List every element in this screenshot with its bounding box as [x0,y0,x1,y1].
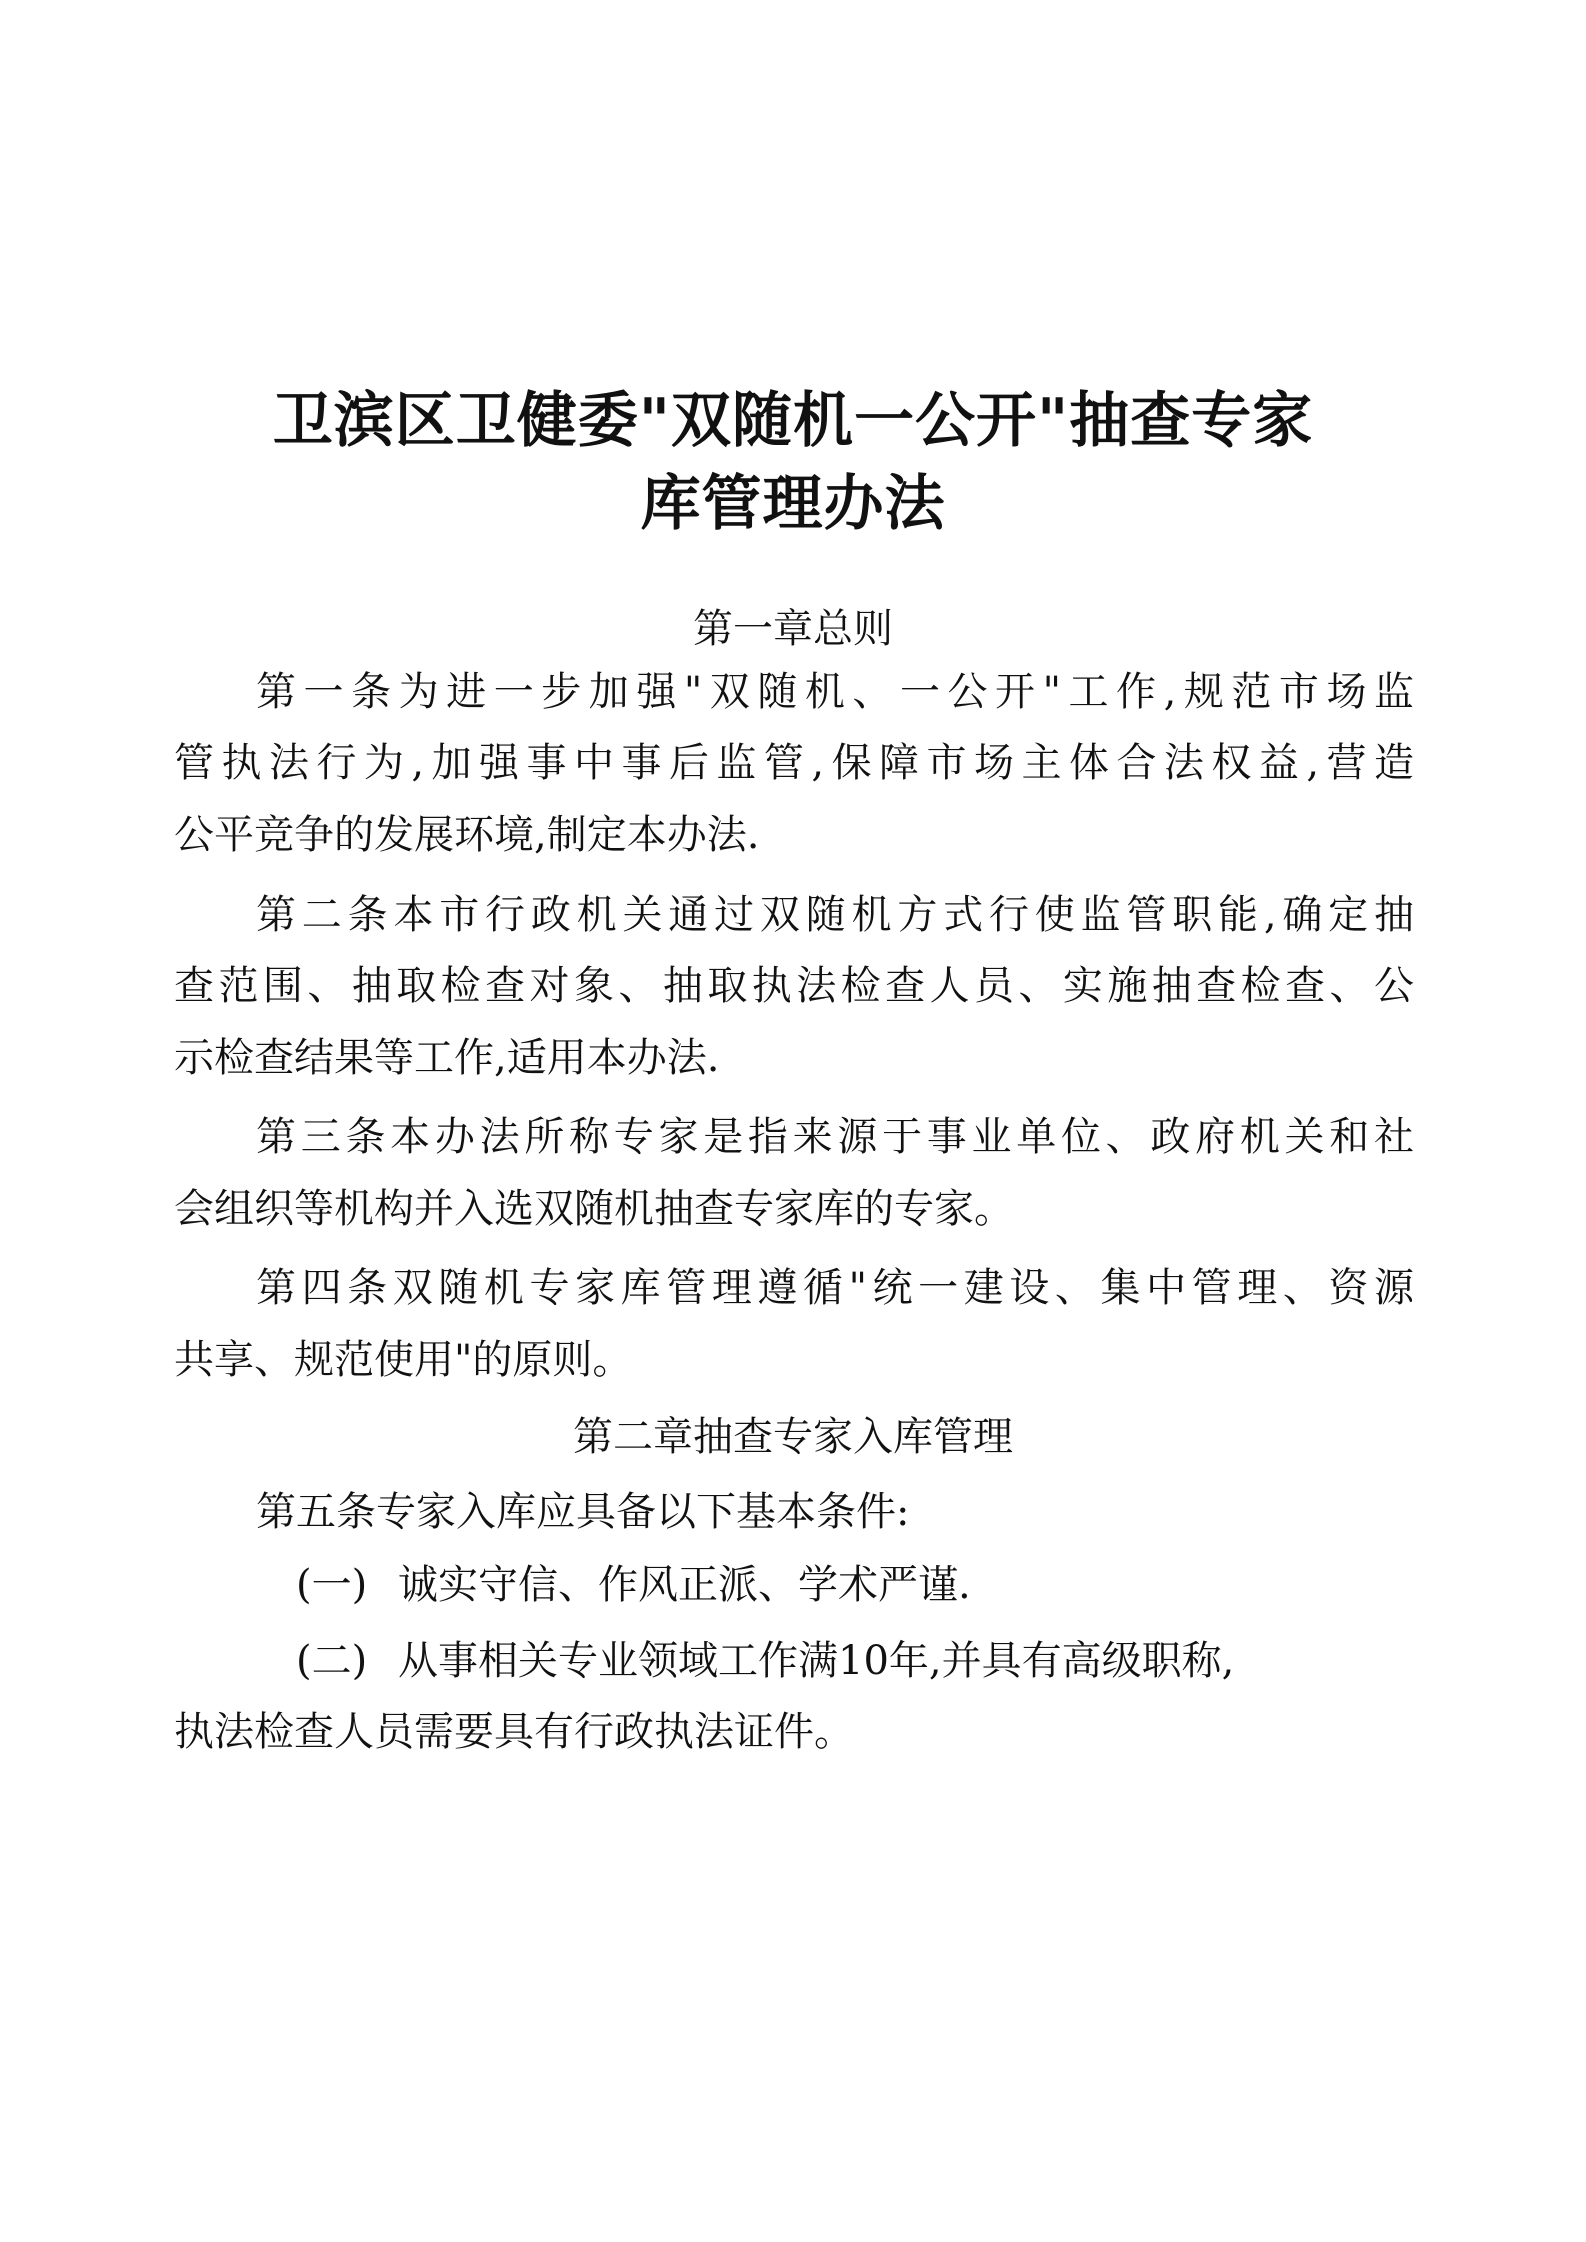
item-1-number: (一) [296,1562,368,1608]
document-title-line-1: 卫滨区卫健委"双随机一公开"抽查专家 [272,386,1314,456]
article-4-line-2: 共享、规范使用"的原则。 [174,1337,633,1383]
item-2 [296,1635,1536,1687]
item-1-text: 诚实守信、作风正派、学术严谨. [398,1562,971,1608]
chapter-1-heading: 第一章总则 [693,606,893,652]
article-3-line-1: 第三条本办法所称专家是指来源于事业单位、政府机关和社 [256,1114,1414,1160]
chapter-2-heading: 第二章抽查专家入库管理 [573,1414,1013,1460]
article-1-line-1: 第一条为进一步加强"双随机、一公开"工作,规范市场监 [256,669,1414,715]
article-2-line-1: 第二条本市行政机关通过双随机方式行使监管职能,确定抽 [256,892,1414,938]
document-title-line-2: 库管理办法 [640,469,946,539]
article-1-line-2: 管执法行为,加强事中事后监管,保障市场主体合法权益,营造 [174,740,1414,786]
article-4-line-1: 第四条双随机专家库管理遵循"统一建设、集中管理、资源 [256,1265,1414,1311]
item-2-text: 从事相关专业领域工作满10年,并具有高级职称, [398,1638,1235,1684]
article-1-line-3: 公平竞争的发展环境,制定本办法. [174,812,760,858]
item-2-number: (二) [296,1638,368,1684]
article-2-line-3: 示检查结果等工作,适用本办法. [174,1035,720,1081]
item-1 [296,1559,1536,1611]
article-3-line-2: 会组织等机构并入选双随机抽查专家库的专家。 [174,1186,1014,1232]
article-2-line-2: 查范围、抽取检查对象、抽取执法检查人员、实施抽查检查、公 [174,963,1414,1009]
article-5-line-1: 第五条专家入库应具备以下基本条件: [256,1489,910,1535]
item-2-line-2: 执法检查人员需要具有行政执法证件。 [174,1709,854,1755]
